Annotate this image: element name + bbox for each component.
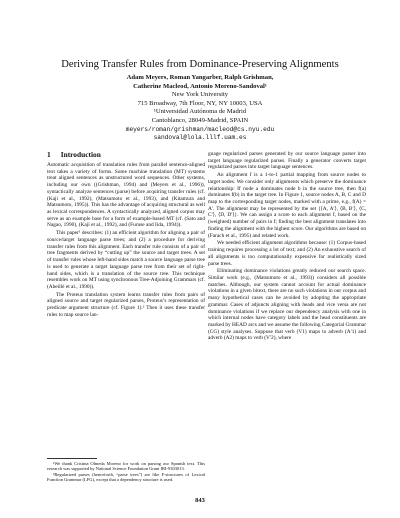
left-column xyxy=(47,150,205,319)
email-1: meyers/roman/grishman/macleod@cs.nyu.edu xyxy=(125,125,275,133)
author-block xyxy=(40,74,360,143)
paragraph: Automatic acquisition of translation rules from parallel sentence-aligned text takes a variety of forms. Some machine translation (MT) systems treat aligned sentences as unstructured word sequences. Other systems, including our own ((Grishman, 1994) and (Meyers et al., 1996)), syntactically analyze sentences (parse) before acquiring transfer rules (cf. (Kaji et al., 1992), (Matsumoto et al., 1993), and (Kitamura and Matsumoto, 1995)). This has the advantage of acquiring structural as well as lexical correspondences. A syntactically analyzed, aligned corpus may serve as an example base for a form of example-based MT (cf. (Sato and Nagao, 1990), (Kaji et al., 1992), and (Furuse and Iida, 1994)). xyxy=(47,162,205,229)
paragraph: guage regularized parses generated by our source language parser into target language regularized parses. Finally a generator converts target regularized parses into target language sentences. xyxy=(208,151,366,171)
section-title: Introduction xyxy=(60,150,101,159)
affiliation-2: ¹Universidad Autónoma de Madrid xyxy=(153,108,247,116)
affiliation-1: New York University xyxy=(171,91,229,99)
paragraph: We needed efficient alignment algorithms because: (1) Corpus-based training requires processing a lot of text; and (2) An exhaustive search of all alignments is too computationally expensive for realistically sized parse trees. xyxy=(208,240,366,267)
address-1: 715 Broadway, 7th Floor, NY, NY 10003, USA xyxy=(137,99,263,107)
footnotes xyxy=(47,458,205,482)
paragraph: The Proteus translation system learns transfer rules from pairs of aligned source and target regularized parses, Proteus’s representation of predicate argument structure (cf. Figure 1).² Then it uses these transfer rules to map source lan- xyxy=(47,291,205,318)
paragraph: Eliminating dominance violations greatly reduced our search space. Similar work (e.g., (Matsumoto et al., 1993)) considers all possible matches. Although, our system cannot account for actual dominance violations in a given bitext, there are no such violations in our corpus and many hypothetical cases can be avoided by adopting the appropriate grammar. Cases of adjuncts aligning with heads and vice versa are not dominance violations if we replace our dependency analysis with one in which internal nodes have category labels and the head constituents are marked by HEAD arcs and we assume the following Categorial Grammar (CG) style analyses. Suppose that verb (V1) maps to adverb (A′1) and adverb (A2) maps to verb (V′2), where xyxy=(208,268,366,342)
right-column xyxy=(208,151,366,342)
authors-line-2: Catherine Macleod, Antonio Moreno-Sandoval¹ xyxy=(133,82,267,90)
footnote-rule xyxy=(47,458,97,459)
section-heading xyxy=(47,150,205,159)
section-number: 1 xyxy=(47,150,51,159)
paragraph: This paper¹ describes: (1) an efficient algorithm for aligning a pair of source/target language parse trees; and (2) a procedure for deriving transfer rules from this alignment. Each transfer rule consists of a pair of tree fragments derived by “cutting up” the source and target trees. A set of transfer rules whose left-hand sides match a source language parse tree is used to generate a target language parse tree from their set of right-hand sides, which is a translation of the source tree. This technique resembles work on MT using synchronous Tree-Adjoining Grammars (cf. (Abeillé et al., 1990)). xyxy=(47,230,205,290)
paragraph: An alignment f is a 1-to-1 partial mapping from source nodes to target nodes. We consider only alignments which preserve the dominance relationship: If node a dominates node b in the source tree, then f(a) dominates f(b) in the target tree. In Figure 1, source nodes A, B, C and D map to the corresponding target nodes, marked with a prime, e.g., f(A) = A′. The alignment may be represented by the set {⟨A, A′⟩, ⟨B, B′⟩, ⟨C, C′⟩, ⟨D, D′⟩}. We can assign a score to each alignment f, based on the (weighted) number of pairs in f; finding the best alignment translates into finding the alignment with the highest score. Our algorithms are based on (Farach et al., 1995) and related work. xyxy=(208,172,366,239)
footnote-2: ²Regularized parses (henceforth, “parse trees”) are like F-structures of Lexical Function Grammar (LFG), except that a dependency structure is used. xyxy=(47,471,205,482)
paper-title: Deriving Transfer Rules from Dominance-Preserving Alignments xyxy=(61,59,339,70)
address-2: Cantoblanco, 28049-Madrid, SPAIN xyxy=(151,116,249,124)
authors-line-1: Adam Meyers, Roman Yangarber, Ralph Grishman, xyxy=(126,74,274,81)
email-2: sandoval@lola.lllf.uam.es xyxy=(153,134,247,142)
footnote-1: ¹We thank Cristina Olmeda Moreno for work on parsing our Spanish text. This research was supported by National Science Foundation Grant IRI-9303013. xyxy=(47,461,205,472)
page-number: 843 xyxy=(195,497,205,504)
